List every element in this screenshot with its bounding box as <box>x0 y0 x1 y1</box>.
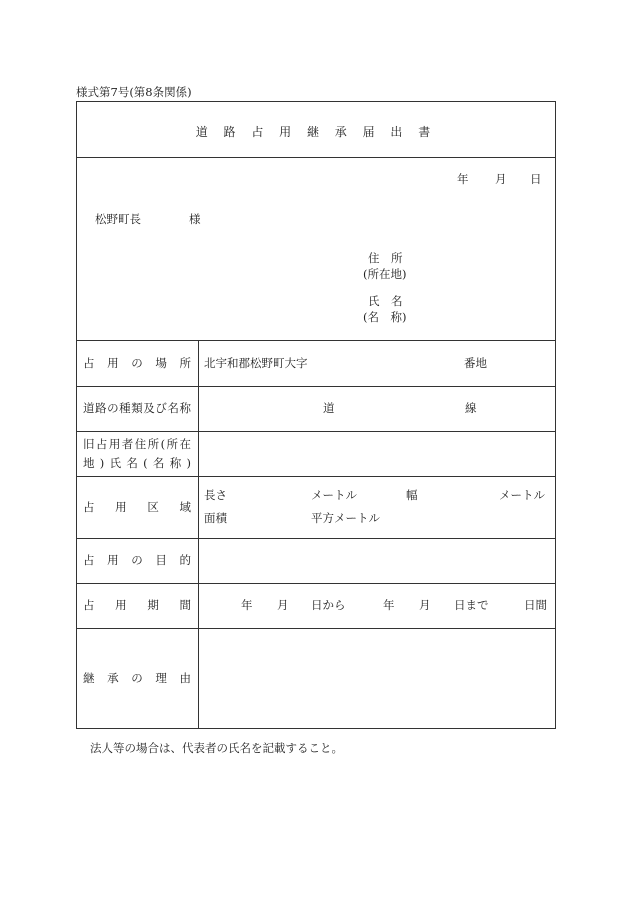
date-month: 月 <box>495 172 507 186</box>
location-suffix: 番地 <box>464 356 487 370</box>
addressee: 松野町長 <box>95 212 141 226</box>
form-number: 様式第7号(第8条関係) <box>76 85 192 99</box>
period-label: 占用期間 <box>83 598 191 612</box>
address-sub-label: (所在地) <box>363 267 407 281</box>
row-divider <box>77 476 555 477</box>
period-end-year: 年 <box>383 598 395 612</box>
row-divider <box>77 583 555 584</box>
road-line: 線 <box>465 401 477 415</box>
period-end-month: 月 <box>419 598 431 612</box>
form-table <box>76 101 556 729</box>
period-start-year: 年 <box>241 598 253 612</box>
location-label: 占用の場所 <box>83 356 191 370</box>
address-label: 住 所 <box>368 251 403 265</box>
row-divider <box>77 340 555 341</box>
reason-label: 継承の理由 <box>83 671 191 685</box>
road-type: 道 <box>323 401 335 415</box>
area-label: 占用区域 <box>83 500 191 514</box>
date-year: 年 <box>457 172 469 186</box>
road-label: 道路の種類及び名称 <box>83 401 191 415</box>
period-days: 日間 <box>524 598 547 612</box>
area-width: 幅 <box>406 488 418 502</box>
honorific: 様 <box>189 212 201 226</box>
location-value: 北宇和郡松野町大字 <box>204 356 308 370</box>
area-meter-unit-2: メートル <box>499 488 545 502</box>
purpose-label: 占用の目的 <box>83 553 191 567</box>
area-meter-unit: メートル <box>311 488 357 502</box>
period-start-month: 月 <box>277 598 289 612</box>
period-start-day: 日から <box>311 598 346 612</box>
area-length: 長さ <box>204 488 227 502</box>
area-sqm-unit: 平方メートル <box>311 511 380 525</box>
former-occupant-label-1: 旧占用者住所(所在 <box>83 437 191 451</box>
name-label: 氏 名 <box>368 294 403 308</box>
label-column-divider <box>198 340 199 729</box>
date-day: 日 <box>530 172 542 186</box>
row-divider <box>77 386 555 387</box>
row-divider <box>77 628 555 629</box>
former-occupant-label-2: 地)氏名(名称) <box>83 456 191 470</box>
document-title: 道 路 占 用 継 承 届 出 書 <box>195 125 437 139</box>
row-divider <box>77 431 555 432</box>
row-divider <box>77 157 555 158</box>
footnote: 法人等の場合は、代表者の氏名を記載すること。 <box>90 741 343 755</box>
period-end-day: 日まで <box>454 598 489 612</box>
row-divider <box>77 538 555 539</box>
name-sub-label: (名 称) <box>363 310 407 324</box>
area-extent: 面積 <box>204 511 227 525</box>
